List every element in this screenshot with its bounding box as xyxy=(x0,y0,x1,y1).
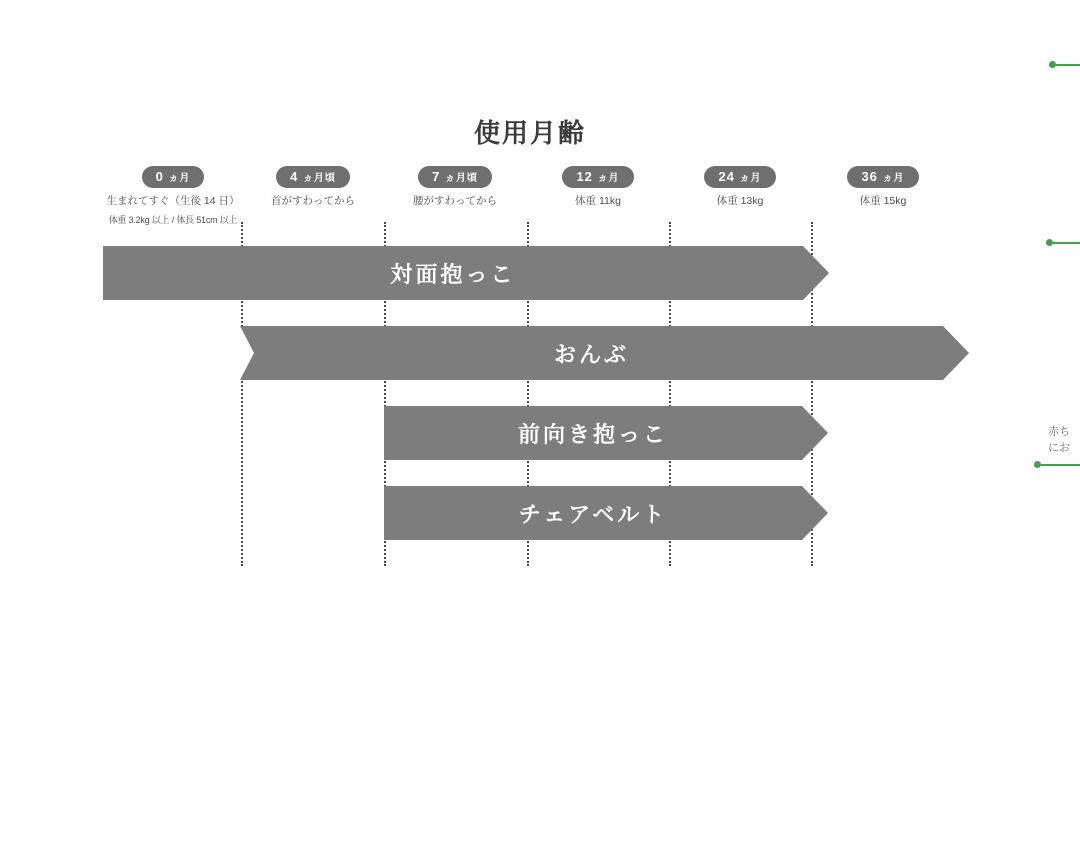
bar-label-chair-belt: チェアベルト xyxy=(518,501,668,527)
bar-label-facing-carry: 対面抱っこ xyxy=(390,261,516,287)
arrow-right-icon xyxy=(802,486,828,540)
milestone-sub2-0: 体重 3.2kg 以上 / 体長 51cm 以上 xyxy=(108,215,238,226)
milestone-sub-4: 体重 13kg xyxy=(716,195,764,207)
side-rule-2 xyxy=(1053,242,1080,244)
side-text-3: 赤ち xyxy=(1048,426,1070,438)
milestone-pill-1: 4 ヵ月頃 xyxy=(276,166,350,188)
milestone-pill-2: 7 ヵ月頃 xyxy=(418,166,492,188)
bar-chair-belt xyxy=(384,486,802,540)
milestone-2 xyxy=(385,166,525,208)
milestone-sub-3: 体重 11kg xyxy=(575,195,621,207)
side-text-4: にお xyxy=(1048,442,1070,454)
milestone-pill-4: 24 ヵ月 xyxy=(704,166,775,188)
chart-title: 使用月齢 xyxy=(473,118,586,148)
arrow-right-icon xyxy=(802,406,828,460)
milestone-4 xyxy=(670,166,810,208)
milestone-sub-0: 生まれてすぐ（生後 14 日） xyxy=(106,195,240,207)
milestone-5 xyxy=(813,166,953,208)
side-rule-1 xyxy=(1056,64,1080,66)
milestone-pill-0: 0 ヵ月 xyxy=(142,166,205,188)
milestone-3 xyxy=(528,166,668,208)
milestone-pill-3: 12 ヵ月 xyxy=(562,166,633,188)
milestone-pill-5: 36 ヵ月 xyxy=(847,166,918,188)
side-rule-3 xyxy=(1041,464,1080,466)
bar-label-forward-carry: 前向き抱っこ xyxy=(517,421,668,447)
arrow-right-icon xyxy=(803,246,829,300)
arrow-right-icon xyxy=(943,326,969,380)
bullet-marker-2 xyxy=(1046,239,1053,246)
bar-back-carry xyxy=(240,326,943,380)
milestone-sub-1: 首がすわってから xyxy=(271,195,355,207)
notch-left-icon xyxy=(240,326,254,380)
milestone-0 xyxy=(103,166,243,226)
bullet-marker-3 xyxy=(1034,461,1041,468)
bar-facing-carry xyxy=(103,246,803,300)
milestone-sub-5: 体重 15kg xyxy=(859,195,907,207)
milestone-sub-2: 腰がすわってから xyxy=(413,195,497,207)
bullet-marker-1 xyxy=(1049,61,1056,68)
bar-label-back-carry: おんぶ xyxy=(553,341,629,367)
bar-forward-carry xyxy=(384,406,802,460)
milestone-1 xyxy=(243,166,383,208)
